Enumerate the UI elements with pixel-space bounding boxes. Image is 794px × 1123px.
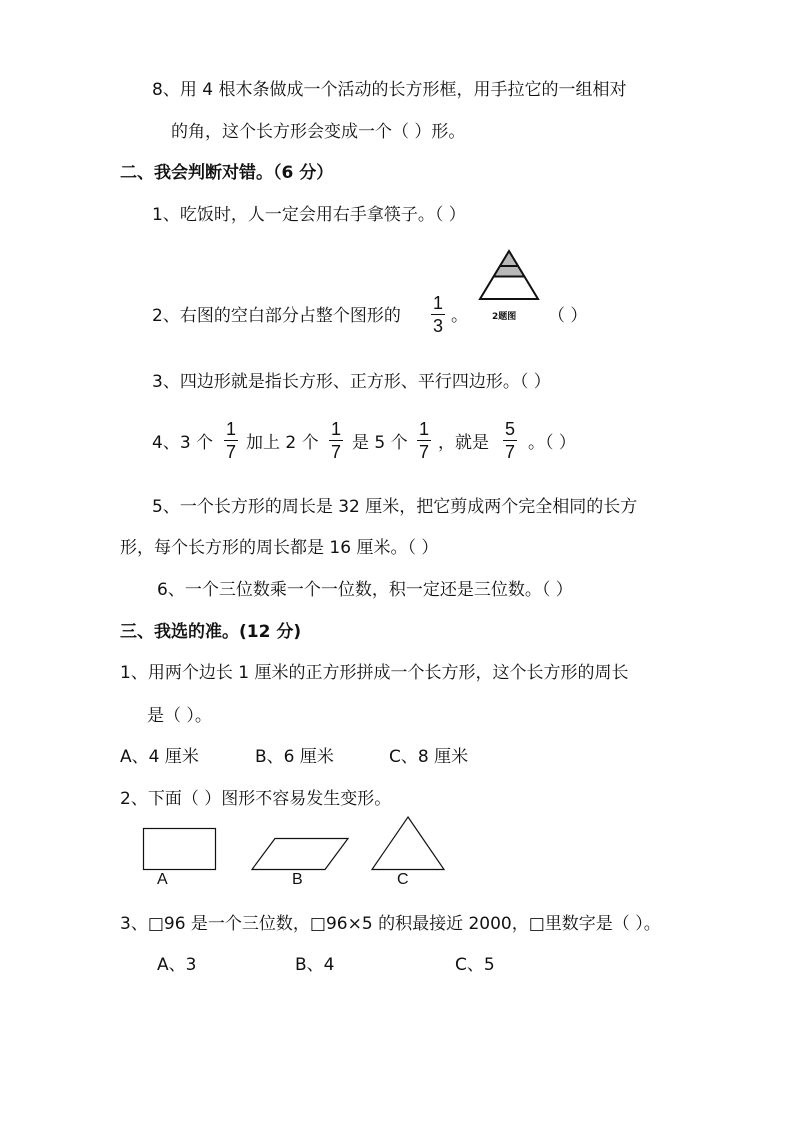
section-3-title: 三、我选的准。(12 分): [120, 622, 302, 642]
fraction-bar: [224, 440, 238, 441]
choice-question-3-option-b: B、4: [295, 955, 335, 975]
fraction-five-sevenths: [503, 419, 517, 462]
choice-question-3-option-c: C、5: [455, 955, 495, 975]
section-2-title: 二、我会判断对错。（6 分）: [120, 163, 334, 183]
fraction-denominator: 3: [432, 316, 443, 336]
judge-question-4-part-5: 。（ ）: [528, 433, 576, 453]
judge-question-6: 6、一个三位数乘一个一位数，积一定还是三位数。（ ）: [157, 580, 573, 600]
fraction-bar: [329, 440, 343, 441]
shape-label-a: A: [157, 871, 168, 888]
fraction-numerator: 1: [225, 419, 236, 439]
judge-question-3: 3、四边形就是指长方形、正方形、平行四边形。（ ）: [152, 372, 551, 392]
fraction-bar: [431, 314, 445, 315]
judge-question-2-text: 2、右图的空白部分占整个图形的: [152, 306, 401, 326]
fraction-one-seventh-1: [224, 419, 238, 462]
judge-question-1: 1、吃饭时，人一定会用右手拿筷子。（ ）: [152, 205, 466, 225]
judge-question-5-line-2: 形，每个长方形的周长都是 16 厘米。（ ）: [120, 538, 439, 558]
fraction-bar: [417, 440, 431, 441]
fraction-one-third: [431, 293, 445, 336]
shapes-figure: [130, 810, 460, 875]
judge-question-4-part-4: ，就是: [438, 433, 489, 453]
judge-question-5-line-1: 5、一个长方形的周长是 32 厘米，把它剪成两个完全相同的长方: [152, 497, 638, 517]
pyramid-top-shaded: [500, 251, 519, 266]
judge-question-4-part-2: 加上 2 个: [246, 433, 319, 453]
choice-question-1-line-1: 1、用两个边长 1 厘米的正方形拼成一个长方形，这个长方形的周长: [120, 663, 629, 683]
triangle-shape: [372, 817, 444, 870]
fraction-denominator: 7: [330, 442, 341, 462]
rectangle-shape: [144, 829, 216, 870]
fraction-denominator: 7: [418, 442, 429, 462]
fraction-bar: [503, 440, 517, 441]
shape-label-b: B: [292, 871, 303, 888]
fraction-numerator: 5: [504, 419, 515, 439]
choice-question-3-option-a: A、3: [157, 955, 197, 975]
fraction-denominator: 7: [225, 442, 236, 462]
judge-question-2-suffix: 。: [451, 306, 468, 326]
judge-question-2-blank: （ ）: [548, 306, 588, 326]
choice-question-1-line-2: 是（ ）。: [147, 706, 212, 726]
judge-question-4-part-1: 4、3 个: [152, 433, 214, 453]
judge-question-4-part-3: 是 5 个: [352, 433, 408, 453]
choice-question-1-option-b: B、6 厘米: [255, 747, 334, 767]
choice-question-1-option-c: C、8 厘米: [389, 747, 469, 767]
choice-question-2: 2、下面（ ）图形不容易发生变形。: [120, 789, 392, 809]
question-8-line-1: 8、用 4 根木条做成一个活动的长方形框，用手拉它的一组相对: [152, 80, 627, 100]
choice-question-3: 3、□96 是一个三位数，□96×5 的积最接近 2000，□里数字是（ ）。: [120, 914, 661, 934]
pyramid-figure: [476, 248, 542, 304]
question-8-line-2: 的角，这个长方形会变成一个（ ）形。: [171, 122, 466, 142]
fraction-numerator: 1: [330, 419, 341, 439]
choice-question-1-option-a: A、4 厘米: [120, 747, 199, 767]
figure-caption: 2题图: [492, 312, 517, 322]
fraction-one-seventh-2: [329, 419, 343, 462]
shape-label-c: C: [397, 871, 409, 888]
fraction-denominator: 7: [504, 442, 515, 462]
fraction-one-seventh-3: [417, 419, 431, 462]
fraction-numerator: 1: [418, 419, 429, 439]
parallelogram-shape: [252, 839, 348, 870]
fraction-numerator: 1: [432, 293, 443, 313]
